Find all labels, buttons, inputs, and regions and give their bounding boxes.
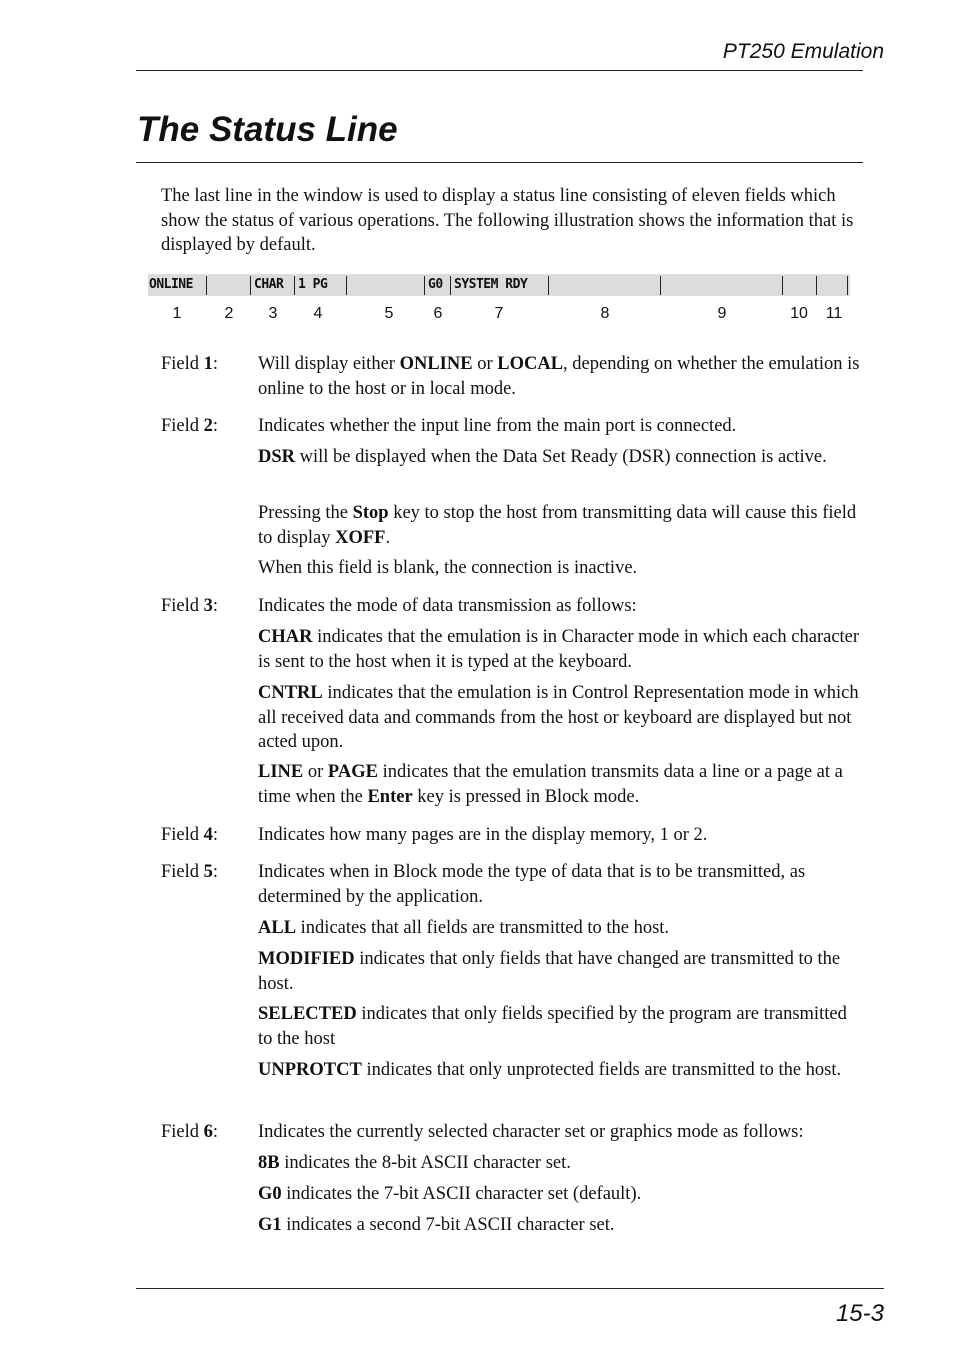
field-5-selected-note: SELECTED indicates that only fields specified by the program are transmitted to the host — [258, 1004, 847, 1049]
status-field-system: SYSTEM RDY — [454, 277, 528, 292]
status-separator — [346, 276, 347, 295]
field-number-5: 5 — [384, 305, 394, 322]
field-2-description: Indicates whether the input line from the main port is connected. — [258, 416, 737, 436]
field-6-g0-note: G0 indicates the 7-bit ASCII character set (default). — [258, 1184, 642, 1204]
field-1-label: Field 1: — [161, 354, 219, 374]
field-1-description: Will display either ONLINE or LOCAL, depending on whether the emulation is online to the host or in local mode. — [258, 354, 860, 399]
field-2-dsr-note: DSR will be displayed when the Data Set Ready (DSR) connection is active. — [258, 447, 827, 467]
field-3-label: Field 3: — [161, 596, 219, 616]
field-2-xoff-note: Pressing the Stop key to stop the host from transmitting data will cause this field to display XOFF. — [258, 503, 857, 548]
page-number: 15-3 — [835, 1300, 884, 1327]
field-4-label: Field 4: — [161, 825, 219, 845]
status-separator — [816, 276, 817, 295]
field-number-10: 10 — [790, 305, 808, 322]
field-6-8b-note: 8B indicates the 8-bit ASCII character set. — [258, 1153, 571, 1173]
field-6-description: Indicates the currently selected character set or graphics mode as follows: — [258, 1122, 804, 1142]
status-separator — [206, 276, 207, 295]
field-3-line-page-note: LINE or PAGE indicates that the emulation transmits data a line or a page at a time when the Enter key is pressed in Block mode. — [258, 762, 843, 807]
intro-paragraph: The last line in the window is used to display a status line consisting of eleven fields which show the status of various operations. The following illustration shows the information that is displayed by default. — [161, 186, 854, 255]
field-5-modified-note: MODIFIED indicates that only fields that have changed are transmitted to the host. — [258, 949, 841, 994]
status-separator — [450, 276, 451, 295]
field-6-g1-note: G1 indicates a second 7-bit ASCII character set. — [258, 1215, 615, 1235]
title-rule — [136, 162, 863, 163]
field-number-1: 1 — [172, 305, 182, 322]
field-number-6: 6 — [433, 305, 443, 322]
running-header: PT250 Emulation — [722, 40, 884, 63]
field-3-description: Indicates the mode of data transmission as follows: — [258, 596, 637, 616]
field-3-char-note: CHAR indicates that the emulation is in Character mode in which each character is sent to the host when it is typed at the keyboard. — [258, 627, 860, 672]
field-number-9: 9 — [717, 305, 727, 322]
status-separator — [782, 276, 783, 295]
page-title: The Status Line — [137, 110, 398, 149]
field-5-description: Indicates when in Block mode the type of data that is to be transmitted, as determined by the application. — [258, 862, 806, 907]
status-separator — [250, 276, 251, 295]
status-field-char: CHAR — [254, 277, 284, 292]
field-number-7: 7 — [494, 305, 504, 322]
status-separator — [847, 276, 848, 295]
status-field-pages: 1 PG — [298, 277, 328, 292]
field-2-label: Field 2: — [161, 416, 219, 436]
field-3-cntrl-note: CNTRL indicates that the emulation is in Control Representation mode in which all received data and commands from the host or keyboard are displayed but not acted upon. — [258, 683, 859, 752]
field-6-label: Field 6: — [161, 1122, 219, 1142]
field-2-blank-note: When this field is blank, the connection is inactive. — [258, 558, 638, 578]
status-separator — [424, 276, 425, 295]
status-separator — [294, 276, 295, 295]
field-number-8: 8 — [600, 305, 610, 322]
status-line-illustration — [148, 274, 850, 296]
field-5-unprotct-note: UNPROTCT indicates that only unprotected fields are transmitted to the host. — [258, 1060, 842, 1080]
header-rule — [136, 70, 863, 71]
footer-rule — [136, 1288, 884, 1289]
status-separator — [660, 276, 661, 295]
field-4-description: Indicates how many pages are in the display memory, 1 or 2. — [258, 825, 708, 845]
field-number-4: 4 — [313, 305, 323, 322]
status-field-charset: G0 — [428, 277, 443, 292]
field-number-2: 2 — [224, 305, 234, 322]
status-field-online: ONLINE — [149, 277, 193, 292]
field-5-label: Field 5: — [161, 862, 219, 882]
field-number-3: 3 — [268, 305, 278, 322]
field-5-all-note: ALL indicates that all fields are transmitted to the host. — [258, 918, 670, 938]
status-separator — [548, 276, 549, 295]
field-number-11: 11 — [825, 305, 843, 322]
